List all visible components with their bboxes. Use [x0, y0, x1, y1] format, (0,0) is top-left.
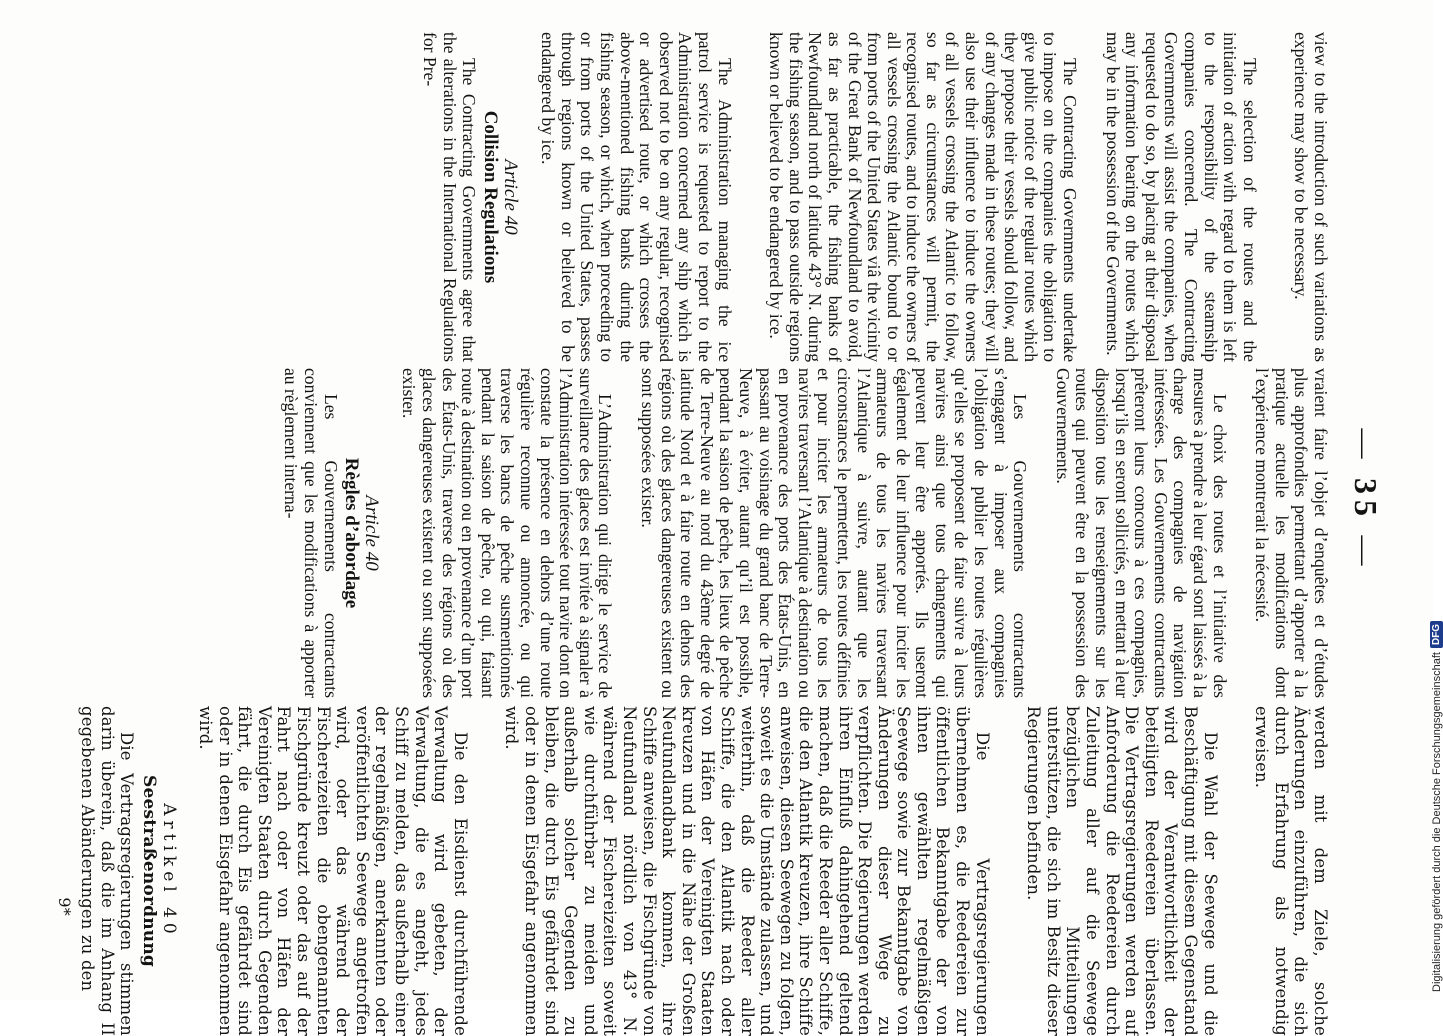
english-article-title: Article 40	[499, 159, 521, 235]
german-paragraph-continuation: werden mit dem Ziele, solche Änderungen einzuführen, die sich durch Erfahrung als notwendig erweisen.	[1252, 706, 1330, 1036]
french-paragraph-obligation: Les Gouvernements contractants s’engagent à imposer aux compagnies l’obligation de publier les routes régulières qu’elles se proposent de faire suivre à leurs navires ainsi que tous changements qui peuvent leur être apportés. Ils useront également de leur influence pour inciter les armateurs de tous les navires traversant l’Atlantique à suivre, autant que les circonstances le permettent, les routes définies et pour inciter les armateurs de tous les navires traversant l’Atlantique à destination ou en provenance des ports des États-Unis, en passant au voisinage du grand banc de Terre-Neuve, à éviter, autant qu’il est possible, pendant la saison de pêche, les lieux de pêche de Terre-Neuve au nord du 43ème degré de latitude Nord et à faire route en dehors des régions où des glaces dangereuses existent ou sont supposées exister.	[638, 368, 1031, 698]
german-article-subtitle: Seestraßenordnung	[138, 775, 159, 967]
french-paragraph-administration: L’Administration qui dirige le service de surveillance des glaces est invitée à signaler à l’Administration intéressée tout navire dont on constate la présence en dehors d’une route régulière reconnue ou annoncée, ou qui traverse les bancs de pêche susmentionnés pendant la saison de pêche, ou qui, faisant route à destination ou en provenance d’un port des États-Unis, traverse des régions où des glaces dangereuses existent ou sont supposées exister.	[399, 368, 616, 698]
english-article-subtitle: Collision Regulations	[480, 110, 502, 284]
german-column	[30, 706, 1330, 1036]
dfg-logo: DFG	[1430, 621, 1443, 648]
french-column	[30, 368, 1330, 698]
french-paragraph-collision: Les Gouvernements contractants conviennent que les modifications à apporter au règlement interna-	[281, 368, 341, 698]
digitization-note: Digitalisierung gefördert durch die Deutsche Forschungsgemeinschaft	[1430, 652, 1443, 992]
english-paragraph-administration: The Administration managing the ice patrol service is requested to report to the Administration concerned any ship which is observed not to be on any regular, recognised or advertised route, or which crosses the above-mentioned fishing banks during the fishing season, or which, when proceeding to or from ports of the United States, passes through regions known or believed to be endangered by ice.	[538, 32, 735, 362]
german-paragraph-collision: Die Vertragsregierungen stimmen darin überein, daß die im Anhang II gegebenen Abänderungen zu den	[78, 706, 137, 1036]
signature-mark: 9*	[54, 897, 74, 916]
digitization-sidebar	[1414, 8, 1443, 992]
page-number-dash-left: —	[1348, 428, 1381, 465]
page-number: 35	[1348, 478, 1384, 522]
english-paragraph-routes: The selection of the routes and the initiation of action with regard to them is left to the responsibility of the steamship companies concerned. The Contracting Governments will assist the companies, when requested to do so, by placing at their disposal any information bearing on the routes which may be in the possession of the Governments.	[1102, 32, 1260, 362]
english-paragraph-continuation: view to the introduction of such variations as experience may show to be necessary.	[1291, 32, 1331, 362]
english-column	[30, 32, 1330, 362]
english-paragraph-collision: The Contracting Governments agree that the alterations in the International Regulations for Pre-	[420, 32, 480, 362]
french-article-title: Article 40	[360, 495, 382, 571]
page-number-header	[1347, 0, 1384, 1000]
french-paragraph-continuation: vraient faire l’objet d’enquêtes et d’études plus approfondies permettant d’apporter à la pratique actuelle les modifications dont l’expérience montrerait la nécessité.	[1252, 368, 1331, 698]
german-paragraph-administration: Die den Eisdienst durchführende Verwaltung wird gebeten, der Verwaltung, die es angeht, jedes Schiff zu melden, das außerhalb einer der regelmäßigen, anerkannten oder veröffentlichten Seewege angetroffen wird, oder das während der Fischereizeiten die obengenannten Fischgründe kreuzt oder das auf der Fahrt nach oder von Häfen der Vereinigten Staaten durch Gegenden fährt, die durch Eis gefährdet sind oder in denen Eisgefahr angenommen wird.	[196, 706, 470, 1036]
english-paragraph-obligation: The Contracting Governments undertake to impose on the companies the obligation to give public notice of the regular routes which they propose their vessels should follow, and of any changes made in these routes; they will also use their influence to induce the owners of all vessels crossing the Atlantic to follow, so far as circumstances will permit, the recognised routes, and to induce the owners of all vessels crossing the Atlantic bound to or from ports of the United States viâ the vicinity of the Great Bank of Newfoundland to avoid, as far as practicable, the fishing banks of Newfoundland north of latitude 43° N. during the fishing season, and to pass outside regions known or believed to be endangered by ice.	[766, 32, 1081, 362]
german-article-title: Artikel 40	[158, 803, 179, 939]
french-article-subtitle: Règles d’abordage	[341, 457, 363, 609]
german-paragraph-obligation: Die Vertragsregierungen übernehmen es, die Reedereien zur öffentlichen Bekanntgabe der von ihnen gewählten regelmäßigen Seewege sowie zur Bekanntgabe von Änderungen dieser Wege zu verpflichten. Die Regierungen werden ihren Einfluß dahingehend geltend machen, daß die Reeder aller Schiffe, die den Atlantik kreuzen, ihre Schiffe anweisen, diesen Seewegen zu folgen, soweit es die Umstände zulassen, und weiterhin, daß die Reeder aller Schiffe, die den Atlantik nach oder von Häfen der Vereinigten Staaten kreuzen und in die Nähe der Großen Neufundlandbank kommen, ihre Schiffe anweisen, die Fischgründe von Neufundland nördlich von 43° N. während der Fischereizeiten soweit wie durchführbar zu meiden und außerhalb solcher Gegenden zu bleiben, die durch Eis gefährdet sind oder in denen Eisgefahr angenommen wird.	[502, 706, 992, 1036]
page-number-dash-right: —	[1348, 535, 1381, 572]
german-paragraph-routes: Die Wahl der Seewege und die Beschäftigung mit diesem Gegenstand wird der Verantwortlichkeit der beteiligten Reedereien überlassen. Die Vertragsregierungen werden auf Anforderung die Reedereien durch Zuleitung aller auf die Seewege bezüglichen Mitteilungen unterstützen, die sich im Besitz dieser Regierungen befinden.	[1024, 706, 1220, 1036]
french-paragraph-routes: Le choix des routes et l’initiative des mesures à prendre à leur égard sont laissés à la charge des compagnies de navigation intéressées. Les Gouvernements contractants prêteront leurs concours à ces compagnies, lorsqu’ils en seront sollicités, en mettant à leur disposition tous les renseignements sur les routes qui peuvent être en la possession des Gouvernements.	[1052, 368, 1230, 698]
